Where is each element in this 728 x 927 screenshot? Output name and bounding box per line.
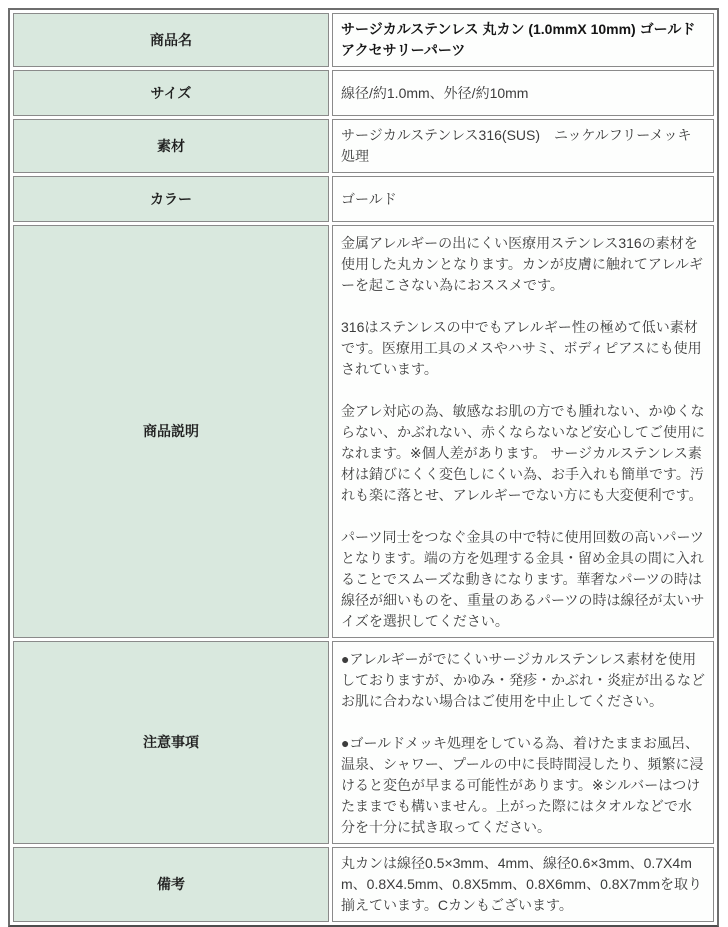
row-content-cautions [332,641,714,844]
row-label-size: サイズ [13,70,329,116]
color-text: ゴールド [341,190,397,207]
caution-paragraph: ●ゴールドメッキ処理をしている為、着けたままお風呂、温泉、シャワー、プールの中に長時間浸したり、頻繁に浸けると変色が早まる可能性があります。※シルバーはつけたままでも構いません。上がった際にはタオルなどで水分を十分に拭き取ってください。 [341,735,704,835]
table-row [13,847,714,922]
row-label-material: 素材 [13,119,329,173]
table-row [13,13,714,67]
notes-text: 丸カンは線径0.5×3mm、4mm、線径0.6×3mm、0.7X4mm、0.8X4.5mm、0.8X5mm、0.8X6mm、0.8X7mmを取り揃えています。Cカンもございます。 [341,855,702,913]
table-row [13,641,714,844]
product-spec-table [8,8,719,927]
caution-paragraph: ●アレルギーがでにくいサージカルステンレス素材を使用しておりますが、かゆみ・発疹・かぶれ・炎症が出るなどお肌に合わない場合はご使用を中止してください。 [341,651,705,709]
row-content-description [332,225,714,638]
description-paragraph: パーツ同士をつなぐ金具の中で特に使用回数の高いパーツとなります。端の方を処理する金具・留め金具の間に入れることでスムーズな動きになります。華奢なパーツの時は線径が細いものを、重量のあるパーツの時は線径が太いサイズを選択してください。 [341,529,705,629]
row-label-notes: 備考 [13,847,329,922]
table-row [13,176,714,222]
description-paragraph: 316はステンレスの中でもアレルギー性の極めて低い素材です。医療用工具のメスやハサミ、ボディピアスにも使用されています。 [341,319,702,377]
description-paragraph: 金属アレルギーの出にくい医療用ステンレス316の素材を使用した丸カンとなります。カンが皮膚に触れてアレルギーを起こさない為におススメです。 [341,235,703,293]
product-name-text: サージカルステンレス 丸カン (1.0mmX 10mm) ゴールド アクセサリーパーツ [341,21,696,58]
row-content-notes [332,847,714,922]
description-paragraph: 金アレ対応の為、敏感なお肌の方でも腫れない、かゆくならない、かぶれない、赤くならないなど安心してご使用になれます。※個人差があります。 サージカルステンレス素材は錆びにくく変色しにくい為、お手入れも簡単です。汚れも楽に落とせ、アレルギーでない方にも大変便利です。 [341,403,705,503]
table-row [13,70,714,116]
row-label-color: カラー [13,176,329,222]
table-row [13,119,714,173]
row-label-description: 商品説明 [13,225,329,638]
table-row [13,225,714,638]
material-text: サージカルステンレス316(SUS) ニッケルフリーメッキ処理 [341,127,692,164]
row-content-size [332,70,714,116]
row-label-product-name: 商品名 [13,13,329,67]
row-content-product-name [332,13,714,67]
row-content-color [332,176,714,222]
row-content-material [332,119,714,173]
size-text: 線径/約1.0mm、外径/約10mm [341,84,529,101]
row-label-cautions: 注意事項 [13,641,329,844]
